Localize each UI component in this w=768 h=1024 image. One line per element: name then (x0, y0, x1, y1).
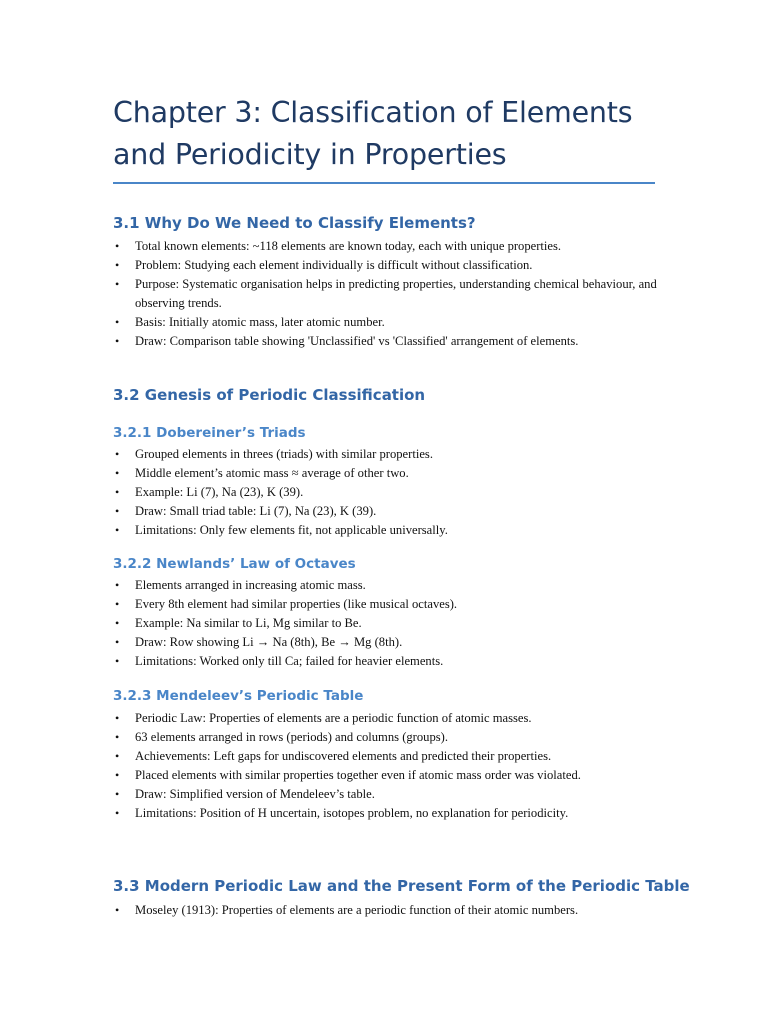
list-item (113, 709, 658, 728)
list-item (113, 445, 658, 464)
bullet-icon: • (115, 334, 120, 348)
bullet-icon: • (115, 466, 120, 480)
subsection-heading-3-2-2: 3.2.2 Newlands’ Law of Octaves (113, 556, 356, 572)
bullet-icon: • (115, 239, 120, 253)
chapter-title: Chapter 3: Classification of Elements and Periodicity in Properties (113, 92, 655, 184)
list-item-text: Draw: Row showing Li → Na (8th), Be → Mg (8th). (135, 635, 403, 649)
list-item (113, 313, 658, 332)
list-item (113, 633, 658, 652)
list-item-text: Limitations: Worked only till Ca; failed for heavier elements. (135, 654, 444, 668)
subsection-heading-3-2-3: 3.2.3 Mendeleev’s Periodic Table (113, 688, 364, 704)
bullet-icon: • (115, 578, 120, 592)
list-item (113, 785, 658, 804)
bullet-icon: • (115, 654, 120, 668)
list-item (113, 614, 658, 633)
section-list-3-3 (113, 901, 658, 920)
list-item-text: Moseley (1913): Properties of elements are a periodic function of their atomic numbers. (135, 903, 579, 917)
list-item (113, 502, 658, 521)
section-list-3-1 (113, 237, 658, 351)
list-item (113, 747, 658, 766)
section-heading-3-2: 3.2 Genesis of Periodic Classification (113, 386, 426, 404)
list-item-text: Limitations: Position of H uncertain, isotopes problem, no explanation for periodicity. (135, 806, 569, 820)
list-item (113, 256, 658, 275)
list-item-text: Limitations: Only few elements fit, not applicable universally. (135, 523, 448, 537)
list-item (113, 901, 658, 920)
bullet-icon: • (115, 485, 120, 499)
list-item (113, 576, 658, 595)
bullet-icon: • (115, 635, 120, 649)
list-item (113, 595, 658, 614)
list-item (113, 804, 658, 823)
list-item-text: Purpose: Systematic organisation helps in predicting properties, understanding chemical behaviour, and observing trends. (135, 277, 657, 310)
list-item-text: Problem: Studying each element individually is difficult without classification. (135, 258, 533, 272)
list-item (113, 521, 658, 540)
bullet-icon: • (115, 711, 120, 725)
bullet-icon: • (115, 523, 120, 537)
list-item-text: Draw: Simplified version of Mendeleev’s table. (135, 787, 375, 801)
list-item-text: Total known elements: ~118 elements are known today, each with unique properties. (135, 239, 562, 253)
bullet-icon: • (115, 903, 120, 917)
list-item (113, 728, 658, 747)
list-item (113, 332, 658, 351)
bullet-icon: • (115, 277, 120, 291)
section-heading-3-1: 3.1 Why Do We Need to Classify Elements? (113, 214, 476, 232)
list-item-text: Basis: Initially atomic mass, later atomic number. (135, 315, 385, 329)
section-heading-3-3: 3.3 Modern Periodic Law and the Present Form of the Periodic Table (113, 877, 690, 895)
list-item-text: Grouped elements in threes (triads) with similar properties. (135, 447, 433, 461)
list-item (113, 483, 658, 502)
list-item (113, 464, 658, 483)
list-item-text: Elements arranged in increasing atomic mass. (135, 578, 366, 592)
subsection-heading-3-2-1: 3.2.1 Dobereiner’s Triads (113, 425, 306, 441)
list-item-text: Draw: Comparison table showing 'Unclassified' vs 'Classified' arrangement of elements. (135, 334, 579, 348)
list-item (113, 766, 658, 785)
section-list-3-2-2 (113, 576, 658, 671)
bullet-icon: • (115, 447, 120, 461)
bullet-icon: • (115, 504, 120, 518)
bullet-icon: • (115, 730, 120, 744)
list-item-text: 63 elements arranged in rows (periods) and columns (groups). (135, 730, 449, 744)
bullet-icon: • (115, 597, 120, 611)
list-item (113, 275, 658, 313)
bullet-icon: • (115, 749, 120, 763)
bullet-icon: • (115, 806, 120, 820)
bullet-icon: • (115, 616, 120, 630)
list-item-text: Every 8th element had similar properties (like musical octaves). (135, 597, 458, 611)
bullet-icon: • (115, 315, 120, 329)
list-item-text: Draw: Small triad table: Li (7), Na (23), K (39). (135, 504, 377, 518)
list-item-text: Example: Li (7), Na (23), K (39). (135, 485, 304, 499)
list-item-text: Placed elements with similar properties together even if atomic mass order was violated. (135, 768, 581, 782)
bullet-icon: • (115, 787, 120, 801)
list-item-text: Example: Na similar to Li, Mg similar to Be. (135, 616, 362, 630)
list-item-text: Periodic Law: Properties of elements are a periodic function of atomic masses. (135, 711, 532, 725)
bullet-icon: • (115, 258, 120, 272)
list-item-text: Middle element’s atomic mass ≈ average of other two. (135, 466, 409, 480)
document-body (113, 0, 690, 1024)
section-list-3-2-1 (113, 445, 658, 540)
list-item-text: Achievements: Left gaps for undiscovered elements and predicted their properties. (135, 749, 552, 763)
list-item (113, 652, 658, 671)
section-list-3-2-3 (113, 709, 658, 823)
list-item (113, 237, 658, 256)
bullet-icon: • (115, 768, 120, 782)
